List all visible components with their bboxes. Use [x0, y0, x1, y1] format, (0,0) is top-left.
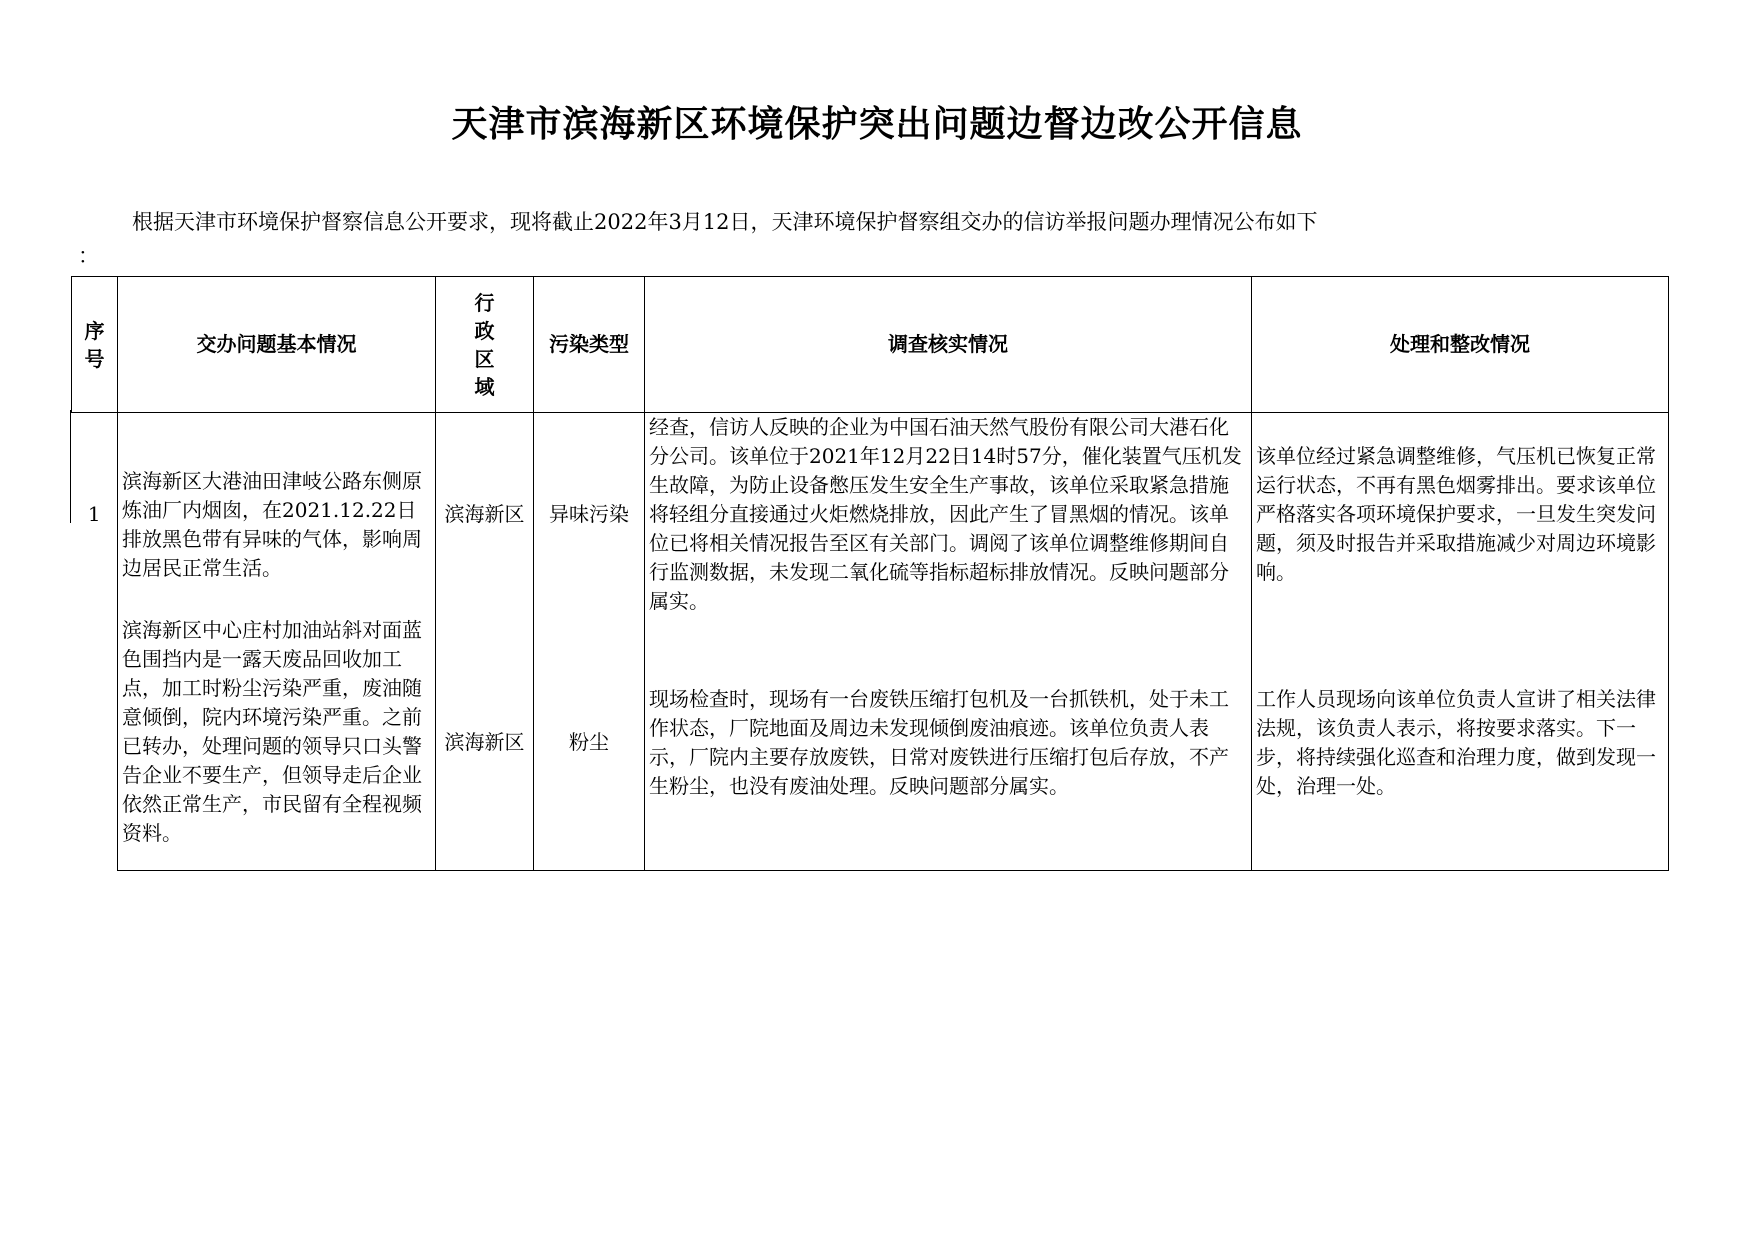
header-region [436, 277, 534, 413]
row-region: 滨海新区 [436, 413, 534, 617]
header-region-char-4: 域 [474, 374, 495, 399]
header-seq-char-1: 序 [84, 318, 105, 343]
header-pollution-type: 污染类型 [534, 277, 645, 413]
row-region: 滨海新区 [436, 616, 534, 870]
table-header-row [72, 277, 1669, 413]
header-investigation: 调查核实情况 [645, 277, 1252, 413]
row-handling: 该单位经过紧急调整维修，气压机已恢复正常运行状态，不再有黑色烟雾排出。要求该单位严格落实各项环境保护要求，一旦发生突发问题，须及时报告并采取措施减少对周边环境影响。 [1252, 413, 1669, 617]
header-handling: 处理和整改情况 [1252, 277, 1669, 413]
header-seq-char-2: 号 [84, 346, 105, 371]
row-handling: 工作人员现场向该单位负责人宣讲了相关法律法规，该负责人表示，将按要求落实。下一步，将持续强化巡查和治理力度，做到发现一处，治理一处。 [1252, 616, 1669, 870]
row-seq: 1 [87, 502, 101, 526]
row-issue: 滨海新区大港油田津岐公路东侧原炼油厂内烟囱，在2021.12.22日排放黑色带有异味的气体，影响周边居民正常生活。 [118, 413, 436, 617]
row-investigation: 现场检查时，现场有一台废铁压缩打包机及一台抓铁机，处于未工作状态，厂院地面及周边未发现倾倒废油痕迹。该单位负责人表示，厂院内主要存放废铁，日常对废铁进行压缩打包后存放，不产生粉尘，也没有废油处理。反映问题部分属实。 [645, 616, 1252, 870]
document-title: 天津市滨海新区环境保护突出问题边督边改公开信息 [451, 104, 1303, 145]
row-seq [72, 616, 118, 870]
supervision-table [71, 276, 1669, 871]
row-issue: 滨海新区中心庄村加油站斜对面蓝色围挡内是一露天废品回收加工点，加工时粉尘污染严重，废油随意倾倒，院内环境污染严重。之前已转办，处理问题的领导只口头警告企业不要生产，但领导走后企业依然正常生产，市民留有全程视频资料。 [118, 616, 436, 870]
row-investigation: 经查，信访人反映的企业为中国石油天然气股份有限公司大港石化分公司。该单位于2021年12月22日14时57分，催化装置气压机发生故障，为防止设备憋压发生安全生产事故，该单位采取紧急措施将轻组分直接通过火炬燃烧排放，因此产生了冒黑烟的情况。该单位已将相关情况报告至区有关部门。调阅了该单位调整维修期间自行监测数据，未发现二氧化硫等指标超标排放情况。反映问题部分属实。 [645, 413, 1252, 617]
table-row [72, 413, 1669, 617]
intro-paragraph-tail: ： [78, 244, 99, 268]
header-region-char-3: 区 [474, 346, 495, 371]
header-region-char-2: 政 [474, 318, 495, 343]
header-region-char-1: 行 [474, 290, 495, 315]
header-issue: 交办问题基本情况 [118, 277, 436, 413]
table-row [72, 616, 1669, 870]
row-pollution-type: 粉尘 [534, 616, 645, 870]
row-pollution-type: 异味污染 [534, 413, 645, 617]
intro-paragraph: 根据天津市环境保护督察信息公开要求，现将截止2022年3月12日，天津环境保护督察组交办的信访举报问题办理情况公布如下 [132, 210, 1318, 234]
header-seq [72, 277, 118, 413]
